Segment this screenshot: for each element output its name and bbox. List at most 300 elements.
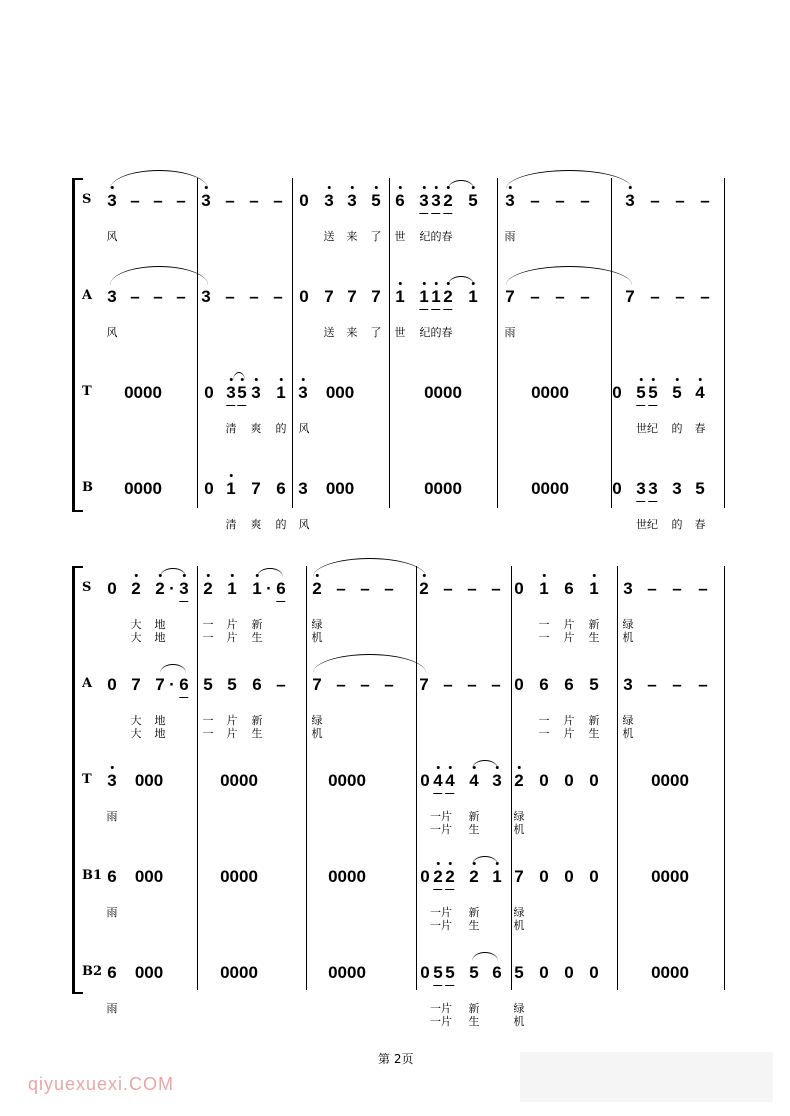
dot-above	[518, 766, 521, 769]
dot-above	[437, 766, 440, 769]
lyric: 风	[106, 326, 118, 339]
tie-slur	[160, 664, 186, 673]
note: 0000	[424, 383, 462, 402]
dot-above	[255, 378, 258, 381]
note: 5	[672, 383, 681, 403]
note: 5	[203, 675, 213, 694]
tie-slur	[110, 170, 208, 189]
note: 0	[612, 383, 622, 402]
lyric: 的	[275, 422, 287, 435]
note: 2	[514, 771, 523, 791]
note: 6	[539, 675, 549, 694]
note: 3	[298, 479, 308, 498]
note: 0	[107, 675, 117, 694]
lyric: 生	[468, 919, 480, 932]
tie-slur	[313, 558, 426, 577]
dot-above	[302, 378, 305, 381]
tie-slur	[472, 856, 498, 865]
note: –	[650, 191, 660, 210]
underline	[443, 309, 452, 310]
note: 1	[226, 479, 235, 499]
barline	[724, 566, 725, 990]
note: 0000	[651, 867, 689, 886]
underline	[445, 793, 454, 794]
barline	[511, 566, 512, 990]
note: 6	[564, 579, 574, 598]
lyric: 生	[588, 631, 600, 644]
lyric: 片	[563, 727, 575, 740]
note: 0	[204, 383, 214, 402]
note: –	[467, 675, 477, 694]
note: 0	[564, 867, 574, 886]
note: –	[647, 675, 657, 694]
note: 3	[636, 479, 645, 499]
lyric: 绿	[513, 1002, 525, 1015]
lyric: 纪的春	[419, 326, 453, 339]
note: 0	[107, 579, 117, 598]
lyric: 了	[370, 326, 382, 339]
note: –	[530, 191, 540, 210]
note: –	[249, 287, 259, 306]
dot-above	[543, 574, 546, 577]
lyric: 的	[275, 518, 287, 531]
lyric: 送	[323, 230, 335, 243]
dot-above	[676, 378, 679, 381]
lyric: 一	[538, 714, 550, 727]
note: 7	[514, 867, 524, 886]
note: 1	[589, 579, 598, 599]
note: 6	[179, 675, 188, 695]
barline	[611, 178, 612, 508]
note: –	[698, 675, 708, 694]
note: 0	[299, 287, 309, 306]
note: –	[700, 287, 710, 306]
note: 3	[347, 191, 356, 211]
dot-above	[351, 186, 354, 189]
note: –	[491, 579, 501, 598]
note: 6	[395, 191, 404, 211]
note: –	[672, 579, 682, 598]
dot-above	[230, 474, 233, 477]
dot-above	[435, 282, 438, 285]
underline	[433, 985, 442, 986]
note: 4	[445, 771, 454, 791]
lyric: 雨	[106, 810, 118, 823]
note: 6	[492, 963, 502, 982]
note: –	[273, 287, 283, 306]
tie-slur	[506, 266, 632, 285]
underline	[226, 405, 235, 406]
lyric: 一	[538, 618, 550, 631]
dot-above	[328, 186, 331, 189]
lyric: 一	[202, 714, 214, 727]
note: 0	[564, 963, 574, 982]
lyric: 片	[563, 618, 575, 631]
note: 7	[312, 675, 322, 694]
note: 3	[672, 479, 682, 498]
barline	[389, 178, 390, 508]
note: 0000	[328, 963, 366, 982]
underline	[636, 405, 645, 406]
lyric: 绿	[622, 618, 634, 631]
tie-slur	[448, 180, 474, 189]
note: 1	[276, 383, 285, 403]
underline	[636, 501, 645, 502]
barline	[197, 566, 198, 990]
underline	[433, 793, 442, 794]
dot-above	[423, 186, 426, 189]
note: 2	[443, 191, 452, 211]
part-label: B1	[82, 868, 103, 883]
tie-slur	[448, 276, 474, 285]
note: 0000	[424, 479, 462, 498]
note: 5	[433, 963, 442, 983]
lyric: 新	[588, 714, 600, 727]
lyric: 地	[154, 727, 166, 740]
note: 3	[625, 191, 634, 211]
lyric: 大	[130, 727, 142, 740]
note: 3	[226, 383, 235, 403]
note: –	[360, 579, 370, 598]
note: 5	[589, 675, 599, 694]
note: 5	[237, 383, 246, 403]
note: –	[672, 675, 682, 694]
note: 6	[276, 579, 285, 599]
underline	[445, 889, 454, 890]
note: 0000	[531, 479, 569, 498]
note: 0	[589, 867, 599, 886]
watermark: qiyuexuexi.COM	[28, 1074, 175, 1094]
score-system	[0, 566, 790, 1028]
lyric: 生	[588, 727, 600, 740]
tie-slur	[313, 654, 426, 673]
lyric: 生	[251, 631, 263, 644]
note: 5	[648, 383, 657, 403]
dot-above	[435, 186, 438, 189]
note: 3	[419, 191, 428, 211]
part-label: B2	[82, 964, 103, 979]
lyric: 风	[106, 230, 118, 243]
note: 5	[371, 191, 380, 211]
note: 2	[469, 867, 478, 887]
note: 3	[107, 287, 117, 306]
note: 5	[636, 383, 645, 403]
dot-above	[399, 282, 402, 285]
note: 0	[539, 771, 549, 790]
dot-above	[111, 766, 114, 769]
lyric: 雨	[504, 230, 516, 243]
lyric: 片	[226, 618, 238, 631]
lyric: 新	[588, 618, 600, 631]
dot-above	[449, 766, 452, 769]
note: 000	[134, 867, 164, 886]
note: 7	[347, 287, 357, 306]
note: 000	[134, 963, 164, 982]
tie-slur	[160, 568, 186, 577]
lyric: 机	[311, 631, 323, 644]
note: 5	[227, 675, 237, 694]
note: 0	[420, 867, 430, 886]
lyric: 了	[370, 230, 382, 243]
lyric: 一片	[430, 810, 452, 823]
lyric: 机	[513, 919, 525, 932]
note: –	[176, 191, 186, 210]
lyric: 新	[468, 906, 480, 919]
note: 3	[201, 287, 211, 306]
note: 0	[589, 771, 599, 790]
note: 0	[539, 963, 549, 982]
dot-above	[399, 186, 402, 189]
note: 0	[589, 963, 599, 982]
lyric: 送	[323, 326, 335, 339]
score-system	[0, 178, 790, 531]
lyric: 一片	[430, 1002, 452, 1015]
part-label: T	[82, 384, 92, 399]
lyric: 清	[225, 518, 237, 531]
lyric: 大	[130, 618, 142, 631]
lyric: 新	[251, 618, 263, 631]
note: –	[336, 579, 346, 598]
note: –	[580, 191, 590, 210]
note: –	[130, 287, 140, 306]
note: 0	[420, 963, 430, 982]
lyric: 一	[538, 631, 550, 644]
barline	[617, 566, 618, 990]
note: 5	[468, 191, 477, 211]
barline	[416, 566, 417, 990]
dot-above	[423, 282, 426, 285]
lyric: 春	[694, 518, 706, 531]
lyric: 爽	[250, 518, 262, 531]
lyric: 地	[154, 631, 166, 644]
note: –	[698, 579, 708, 598]
note: 3	[648, 479, 657, 499]
note: 0000	[651, 771, 689, 790]
note: 7	[625, 287, 635, 306]
note: 1	[492, 867, 501, 887]
note: –	[647, 579, 657, 598]
lyric: 机	[513, 1015, 525, 1028]
underline	[419, 213, 428, 214]
note: –	[491, 675, 501, 694]
note: –	[555, 287, 565, 306]
note: –	[530, 287, 540, 306]
lyric: 一片	[430, 906, 452, 919]
note: 2	[203, 579, 212, 599]
tie-slur	[110, 266, 208, 285]
note: 1	[539, 579, 548, 599]
lyric: 一	[202, 618, 214, 631]
tie-slur	[233, 372, 245, 381]
lyric: 片	[226, 714, 238, 727]
note: 1	[252, 579, 261, 599]
underline	[648, 501, 657, 502]
lyric: 一	[202, 727, 214, 740]
lyric: 生	[468, 1015, 480, 1028]
note: 3	[201, 191, 210, 211]
lyric: 绿	[311, 618, 323, 631]
note: –	[443, 675, 453, 694]
lyric: 来	[346, 230, 358, 243]
lyric: 绿	[513, 906, 525, 919]
underline	[433, 889, 442, 890]
note: –	[555, 191, 565, 210]
note: 0000	[531, 383, 569, 402]
underline	[276, 601, 285, 602]
note: –	[225, 191, 235, 210]
note: –	[467, 579, 477, 598]
dot-above	[593, 574, 596, 577]
note: 5	[469, 963, 479, 982]
barline	[306, 566, 307, 990]
note: ·	[266, 579, 272, 598]
note: 0	[420, 771, 430, 790]
note: –	[249, 191, 259, 210]
lyric: 新	[251, 714, 263, 727]
note: 0	[612, 479, 622, 498]
lyric: 片	[226, 631, 238, 644]
underline	[648, 405, 657, 406]
part-label: B	[82, 480, 93, 495]
note: 0000	[220, 867, 258, 886]
note: 2	[419, 579, 428, 599]
note: 7	[419, 675, 429, 694]
note: 6	[107, 963, 117, 982]
note: 0	[299, 191, 309, 210]
lyric: 一片	[430, 823, 452, 836]
lyric: 世	[394, 326, 406, 339]
note: 3	[179, 579, 188, 599]
lyric: 片	[226, 727, 238, 740]
underline	[237, 405, 246, 406]
dot-above	[652, 378, 655, 381]
note: 2	[445, 867, 454, 887]
lyric: 生	[468, 823, 480, 836]
lyric: 风	[298, 422, 310, 435]
note: 3	[251, 383, 260, 403]
lyric: 世纪	[636, 518, 658, 531]
note: 3	[623, 579, 633, 598]
dot-above	[437, 862, 440, 865]
note: 0000	[328, 771, 366, 790]
lyric: 清	[225, 422, 237, 435]
note: 7	[324, 287, 334, 306]
lyric: 纪的春	[419, 230, 453, 243]
note: 7	[505, 287, 515, 306]
lyric: 大	[130, 631, 142, 644]
note: 6	[276, 479, 286, 498]
note: 6	[252, 675, 262, 694]
lyric: 一片	[430, 919, 452, 932]
lyric: 机	[311, 727, 323, 740]
note: 3	[298, 383, 307, 403]
barline	[497, 178, 498, 508]
lyric: 世	[394, 230, 406, 243]
note: 3	[324, 191, 333, 211]
lyric: 一	[538, 727, 550, 740]
note: 5	[445, 963, 454, 983]
tie-slur	[506, 170, 632, 189]
lyric: 片	[563, 714, 575, 727]
lyric: 绿	[513, 810, 525, 823]
lyric: 春	[694, 422, 706, 435]
note: 3	[107, 191, 116, 211]
lyric: 绿	[622, 714, 634, 727]
tie-slur	[257, 568, 283, 577]
note: 7	[131, 675, 141, 694]
lyric: 绿	[311, 714, 323, 727]
underline	[431, 309, 440, 310]
lyric: 风	[298, 518, 310, 531]
note: 2	[155, 579, 164, 599]
underline	[445, 985, 454, 986]
note: 7	[155, 675, 165, 694]
note: 1	[468, 287, 477, 307]
dot-above	[135, 574, 138, 577]
dot-above	[231, 574, 234, 577]
note: 0	[564, 771, 574, 790]
note: –	[675, 191, 685, 210]
part-label: T	[82, 772, 92, 787]
note: 5	[514, 963, 524, 982]
lyric: 新	[468, 1002, 480, 1015]
note: 0000	[220, 771, 258, 790]
barline	[197, 178, 198, 508]
note: –	[225, 287, 235, 306]
lyric: 世纪	[636, 422, 658, 435]
note: 3	[492, 771, 501, 791]
barline	[292, 178, 293, 508]
lyric: 新	[468, 810, 480, 823]
note: –	[336, 675, 346, 694]
note: 4	[695, 383, 704, 403]
note: 2	[131, 579, 140, 599]
tie-slur	[472, 760, 498, 769]
lyric: 片	[563, 631, 575, 644]
note: 0	[514, 579, 524, 598]
note: –	[700, 191, 710, 210]
tie-slur	[472, 952, 498, 961]
note: 3	[107, 771, 116, 791]
note: –	[130, 191, 140, 210]
note: 0000	[220, 963, 258, 982]
lyric: 一	[202, 631, 214, 644]
dot-above	[375, 186, 378, 189]
note: 000	[325, 479, 355, 498]
barline	[724, 178, 725, 508]
note: –	[580, 287, 590, 306]
dot-above	[640, 378, 643, 381]
note: 0000	[124, 479, 162, 498]
note: –	[276, 675, 286, 694]
dot-above	[207, 574, 210, 577]
note: 4	[433, 771, 442, 791]
note: 1	[431, 287, 440, 307]
note: 000	[134, 771, 164, 790]
note: –	[273, 191, 283, 210]
note: –	[176, 287, 186, 306]
note: –	[443, 579, 453, 598]
note: 2	[443, 287, 452, 307]
dot-above	[699, 378, 702, 381]
note: 2	[433, 867, 442, 887]
lyric: 雨	[106, 906, 118, 919]
lyric: 大	[130, 714, 142, 727]
lyric: 一片	[430, 1015, 452, 1028]
note: 6	[564, 675, 574, 694]
note: –	[153, 287, 163, 306]
lyric: 爽	[250, 422, 262, 435]
